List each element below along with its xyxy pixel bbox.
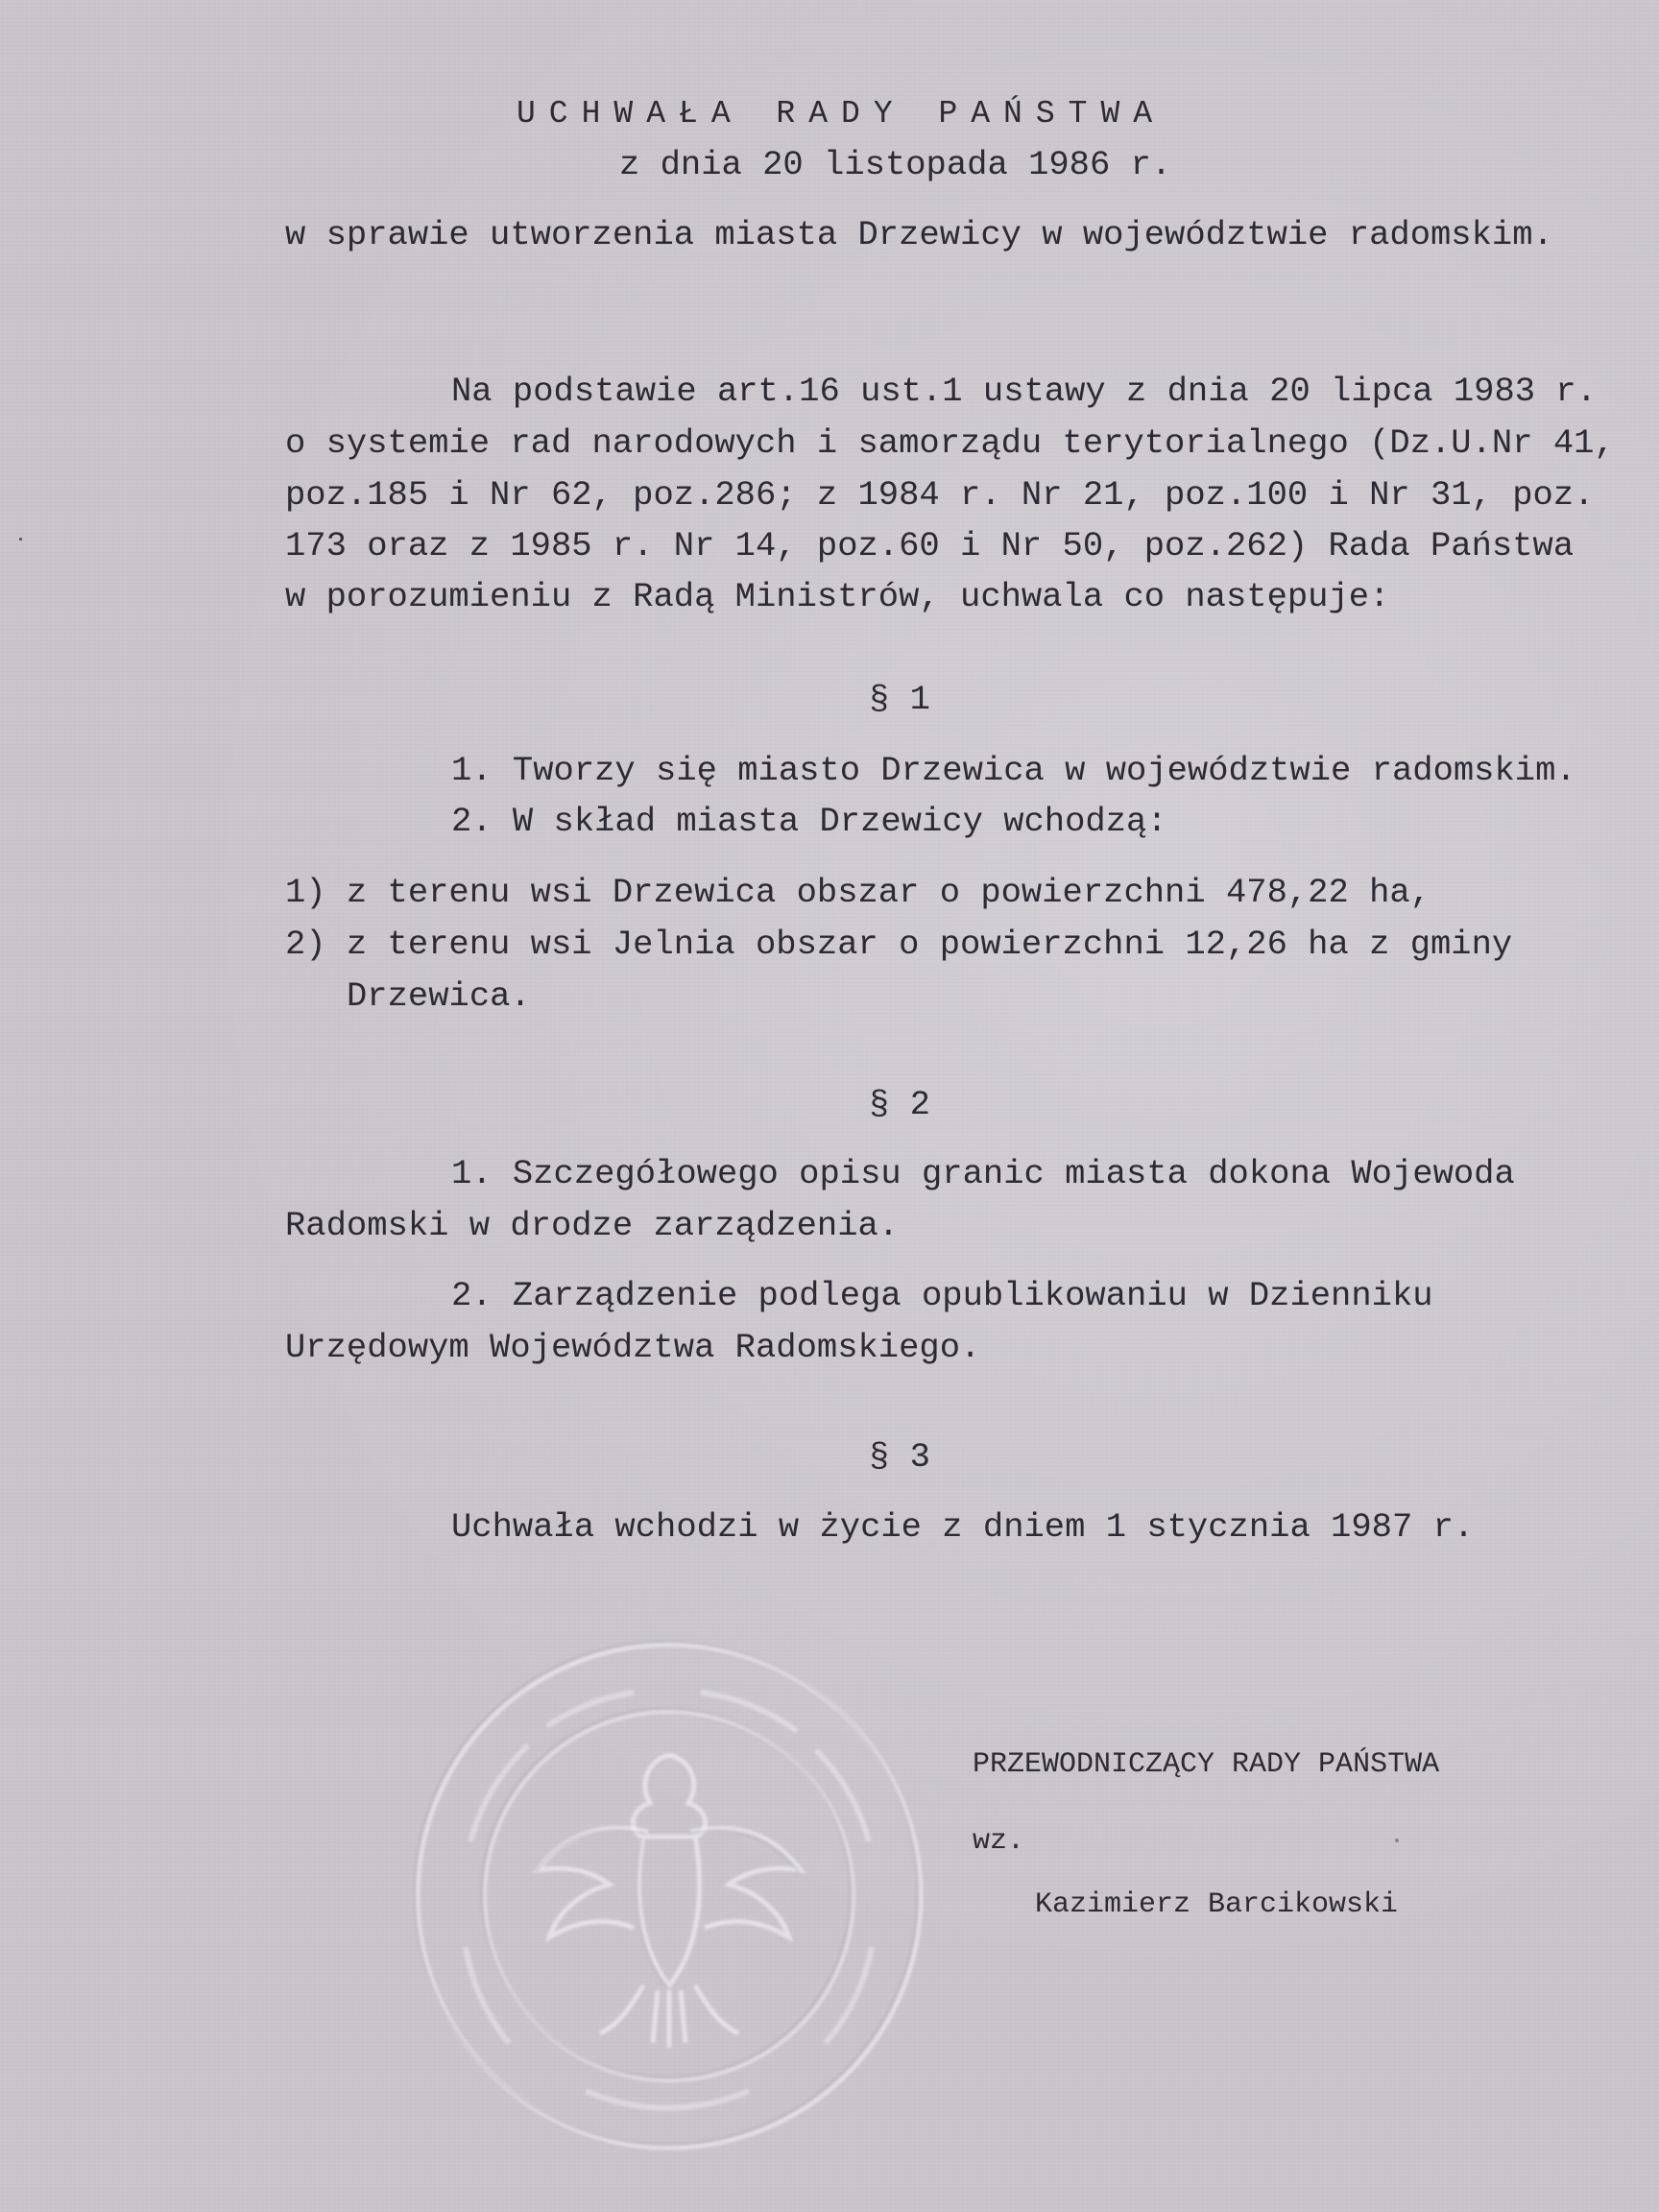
document-title: UCHWAŁA RADY PAŃSTWA [517,96,1166,132]
section-2-item-2-line-1: 2. Zarządzenie podlega opublikowaniu w Dzienniku [451,1276,1433,1315]
section-1-item-2: 2. W skład miasta Drzewicy wchodzą: [451,802,1167,841]
signature-title: PRZEWODNICZĄCY RADY PAŃSTWA [973,1748,1440,1781]
preamble-line: poz.185 i Nr 62, poz.286; z 1984 r. Nr 21, poz.100 i Nr 31, poz. [285,475,1595,515]
preamble-line: o systemie rad narodowych i samorządu terytorialnego (Dz.U.Nr 41, [285,423,1615,463]
section-2-item-1-line-1: 1. Szczegółowego opisu granic miasta dokona Wojewoda [451,1154,1515,1193]
signature-name: Kazimierz Barcikowski [1035,1888,1399,1921]
section-3-text: Uchwała wchodzi w życie z dniem 1 stycznia 1987 r. [451,1507,1475,1547]
section-3-heading: § 3 [869,1437,930,1477]
section-1-point-2-continued: Drzewica. [347,976,531,1016]
section-2-item-2-line-2: Urzędowym Województwa Radomskiego. [285,1328,981,1367]
document-subject: w sprawie utworzenia miasta Drzewicy w województwie radomskim. [285,215,1553,254]
section-1-point-1: 1) z terenu wsi Drzewica obszar o powierzchni 478,22 ha, [285,873,1431,912]
preamble-line: 173 oraz z 1985 r. Nr 14, poz.60 i Nr 50, poz.262) Rada Państwa [285,526,1575,565]
eagle-emblem-icon [413,1640,926,2153]
preamble-line: Na podstawie art.16 ust.1 ustawy z dnia 20 lipca 1983 r. [451,372,1597,411]
section-1-point-2: 2) z terenu wsi Jelnia obszar o powierzchni 12,26 ha z gminy [285,925,1513,964]
paper-speck [1395,1839,1399,1842]
section-1-heading: § 1 [869,680,930,719]
preamble-line: w porozumieniu z Radą Ministrów, uchwala co następuje: [285,577,1390,616]
paper-speck [19,538,22,541]
document-date: z dnia 20 listopada 1986 r. [619,145,1172,184]
section-2-heading: § 2 [869,1085,930,1124]
section-1-item-1: 1. Tworzy się miasto Drzewica w województwie radomskim. [451,751,1576,790]
section-2-item-1-line-2: Radomski w drodze zarządzenia. [285,1206,900,1245]
signature-on-behalf: wz. [973,1825,1025,1858]
